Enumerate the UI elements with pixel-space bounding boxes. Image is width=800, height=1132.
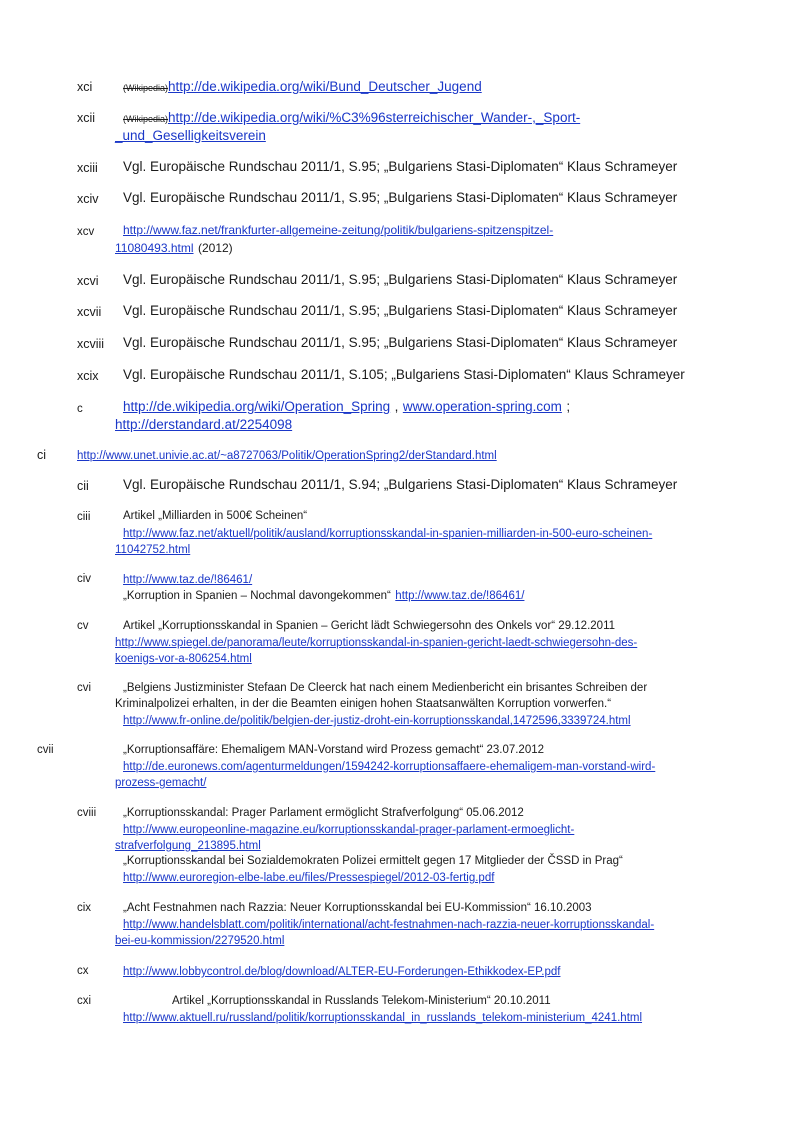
footnote-link[interactable]: http://de.wikipedia.org/wiki/Operation_Spring [123,399,391,414]
footnote-text: „Korruption in Spanien – Nochmal davongekommen“ [123,590,391,602]
separator: , [394,399,399,414]
footnote-link[interactable]: http://www.spiegel.de/panorama/leute/korruptionsskandal-in-spanien-gericht-laedt-schwiegersohn-des- [115,637,638,649]
footnote-link-continued[interactable]: _und_Geselligkeitsverein [115,128,266,143]
footnote-number: xciv [77,192,99,206]
footnote-link[interactable]: http://www.fr-online.de/politik/belgien-der-justiz-droht-ein-korruptionsskandal,1472596,3339724.html [123,715,631,727]
footnote-link[interactable]: http://derstandard.at/2254098 [115,417,293,432]
footnote-text: „Belgiens Justizminister Stefaan De Cleerck hat nach einem Medienbericht ein brisantes Schreiben der [123,682,648,694]
footnote-number: cxi [77,995,92,1007]
footnote-link[interactable]: http://www.taz.de/!86461/ [123,574,253,586]
footnote-number: cv [77,620,89,632]
footnote-link[interactable]: www.operation-spring.com [402,399,562,414]
footnote-link[interactable]: http://www.aktuell.ru/russland/politik/korruptionsskandal_in_russlands_telekom-ministerium_4241.html [123,1012,643,1024]
footnote-text: „Korruptionsskandal: Prager Parlament ermöglicht Strafverfolgung“ 05.06.2012 [123,807,524,819]
footnote-number: cvi [77,682,92,694]
footnote-text: „Korruptionsskandal bei Sozialdemokraten Polizei ermittelt gegen 17 Mitglieder der ČSSD in Prag“ [123,855,623,867]
footnote-number: cx [77,965,89,977]
footnote-text: Artikel „Milliarden in 500€ Scheinen“ [123,510,308,522]
footnote-number: xciii [77,161,98,175]
footnote-number: cix [77,902,92,914]
footnote-link[interactable]: http://www.handelsblatt.com/politik/international/acht-festnahmen-nach-razzia-neuer-korruptionsskandal- [123,919,655,931]
footnote-link[interactable]: http://www.lobbycontrol.de/blog/download/ALTER-EU-Forderungen-Ethikkodex-EP.pdf [123,966,561,978]
footnote-text: „Korruptionsaffäre: Ehemaligem MAN-Vorstand wird Prozess gemacht“ 23.07.2012 [123,744,545,756]
footnote-number: ciii [77,511,91,523]
footnote-text: Kriminalpolizei erhalten, in der die Beamten einigen hohen Staatsanwälten Korruption vorwerfen.“ [115,698,612,710]
footnote-text: Vgl. Europäische Rundschau 2011/1, S.95; „Bulgariens Stasi-Diplomaten“ Klaus Schrameyer [123,272,678,287]
footnote-link[interactable]: http://de.wikipedia.org/wiki/Bund_Deutscher_Jugend [168,79,482,94]
footnote-link-continued[interactable]: strafverfolgung_213895.html [115,840,261,852]
footnote-number: xcvii [77,305,102,319]
footnote-number: c [77,403,83,415]
footnote-link-continued[interactable]: bei-eu-kommission/2279520.html [115,935,285,947]
footnote-number: ci [37,448,47,462]
footnote-link[interactable]: http://www.unet.univie.ac.at/~a8727063/Politik/OperationSpring2/derStandard.html [77,450,497,462]
footnote-text: Artikel „Korruptionsskandal in Russlands Telekom-Ministerium“ 20.10.2011 [172,995,551,1007]
footnote-link-continued[interactable]: 11080493.html [115,241,194,255]
strike-source: (Wikipedia) [123,83,169,93]
footnote-link[interactable]: http://www.taz.de/!86461/ [395,590,525,602]
footnote-text: Vgl. Europäische Rundschau 2011/1, S.95; „Bulgariens Stasi-Diplomaten“ Klaus Schrameyer [123,303,678,318]
footnote-link[interactable]: http://www.euroregion-elbe-labe.eu/files/Pressespiegel/2012-03-fertig.pdf [123,872,495,884]
footnote-number: cii [77,479,89,493]
footnote-link-continued[interactable]: koenigs-vor-a-806254.html [115,653,252,665]
separator: ; [566,399,571,414]
footnote-link-continued[interactable]: prozess-gemacht/ [115,777,207,789]
footnote-number: cvii [37,744,54,756]
footnote-number: xci [77,80,93,94]
footnote-text: Vgl. Europäische Rundschau 2011/1, S.94; „Bulgariens Stasi-Diplomaten“ Klaus Schrameyer [123,477,678,492]
footnote-text: Vgl. Europäische Rundschau 2011/1, S.95; „Bulgariens Stasi-Diplomaten“ Klaus Schrameyer [123,190,678,205]
footnote-link[interactable]: http://www.faz.net/aktuell/politik/ausland/korruptionsskandal-in-spanien-milliarden-in-500-euro-scheinen- [123,528,653,540]
footnote-number: xcv [77,226,95,238]
footnote-link[interactable]: http://de.euronews.com/agenturmeldungen/1594242-korruptionsaffaere-ehemaligem-man-vorstand-wird- [123,761,656,773]
footnote-number: xcviii [77,337,105,351]
footnote-link[interactable]: http://www.europeonline-magazine.eu/korruptionsskandal-prager-parlament-ermoeglicht- [123,824,575,836]
footnote-link[interactable]: http://de.wikipedia.org/wiki/%C3%96sterreichischer_Wander-,_Sport- [168,110,581,125]
footnote-text: Vgl. Europäische Rundschau 2011/1, S.105; „Bulgariens Stasi-Diplomaten“ Klaus Schrameyer [123,367,685,382]
footnote-number: civ [77,573,92,585]
footnote-text: Vgl. Europäische Rundschau 2011/1, S.95; „Bulgariens Stasi-Diplomaten“ Klaus Schrameyer [123,159,678,174]
footnote-number: xcii [77,111,96,125]
footnote-suffix: (2012) [197,241,233,255]
footnote-link[interactable]: http://www.faz.net/frankfurter-allgemeine-zeitung/politik/bulgariens-spitzenspitzel- [123,223,554,237]
footnote-text: Vgl. Europäische Rundschau 2011/1, S.95; „Bulgariens Stasi-Diplomaten“ Klaus Schrameyer [123,335,678,350]
footnote-number: xcvi [77,274,99,288]
footnote-link-continued[interactable]: 11042752.html [115,544,191,556]
footnote-text: „Acht Festnahmen nach Razzia: Neuer Korruptionsskandal bei EU-Kommission“ 16.10.2003 [123,902,592,914]
strike-source: (Wikipedia) [123,114,169,124]
footnote-number: cviii [77,807,97,819]
footnote-text: Artikel „Korruptionsskandal in Spanien – Gericht lädt Schwiegersohn des Onkels vor“ 29.12.2011 [123,620,616,632]
footnote-number: xcix [77,369,99,383]
